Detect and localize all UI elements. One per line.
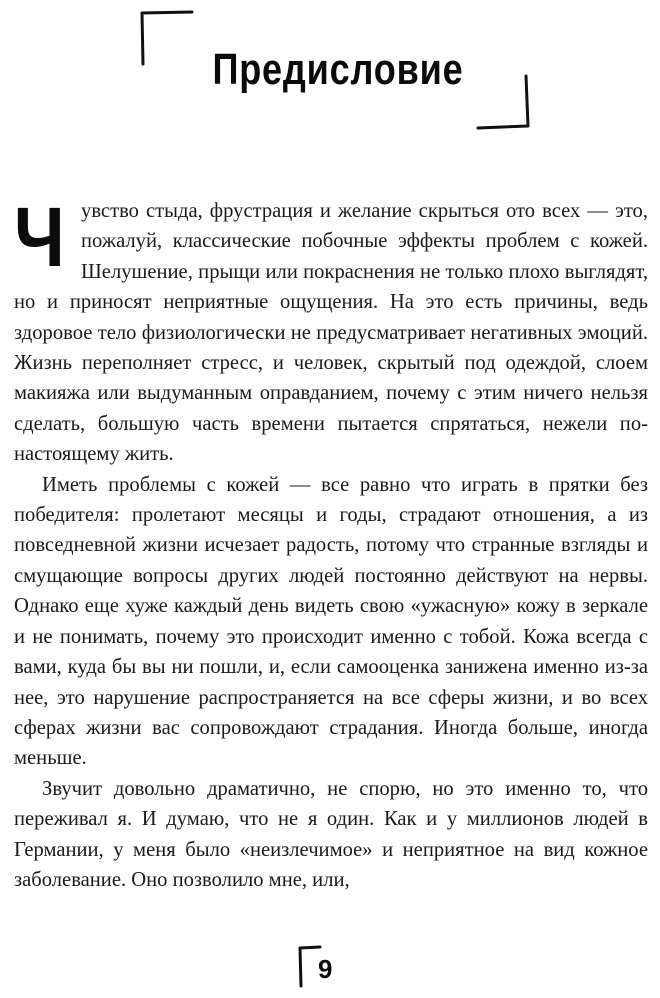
body-text xyxy=(14,190,648,895)
paragraph-3: Звучит довольно драматично, не спорю, но это именно то, что переживал я. И думаю, что не я один. Как и у миллионов людей в Германии, у меня было «неизлечимое» и неприятное на вид кожное заболевание. Оно позволило мне, или, xyxy=(14,777,648,891)
drop-cap: Ч xyxy=(14,190,65,284)
paragraph-1 xyxy=(14,190,648,470)
paragraph-2: Иметь проблемы с кожей — все равно что играть в прятки без победителя: пролетают месяцы и годы, страдают отношения, а из повседневной жизни исчезает радость, потому что странные взгляды и смущающие вопросы других людей постоянно действуют на нервы. Однако еще хуже каждый день видеть свою «ужасную» кожу в зеркале и не понимать, почему это происходит именно с тобой. Кожа всегда с вами, куда бы вы ни пошли, и, если самооценка занижена именно из-за нее, это нарушение распространяется на все сферы жизни, и во всех сферах жизни вас сопровождают страдания. Иногда больше, иногда меньше. xyxy=(14,473,648,770)
corner-bracket-bottom-right-icon xyxy=(474,74,530,130)
corner-bracket-top-left-icon xyxy=(140,10,196,66)
page-number-block xyxy=(298,944,358,994)
paragraph-1-text: увство стыда, фрустрация и желание скрыться ото всех — это, пожалуй, классические побочные эффекты проблем с кожей. Шелушение, прыщи или покраснения не только плохо выглядят, но и приносят неприятные ощущения. На это есть причины, ведь здоровое тело физиологически не предусматривает негативных эмоций. Жизнь переполняет стресс, и человек, скрытый под одеждой, слоем макияжа или выдуманным оправданием, почему с этим ничего нельзя сделать, большую часть времени пытается спрятаться, нежели по-настоящему жить. xyxy=(14,200,648,466)
page-number: 9 xyxy=(318,954,333,984)
chapter-title-block xyxy=(140,10,530,130)
chapter-title: Предисловие xyxy=(212,45,464,94)
